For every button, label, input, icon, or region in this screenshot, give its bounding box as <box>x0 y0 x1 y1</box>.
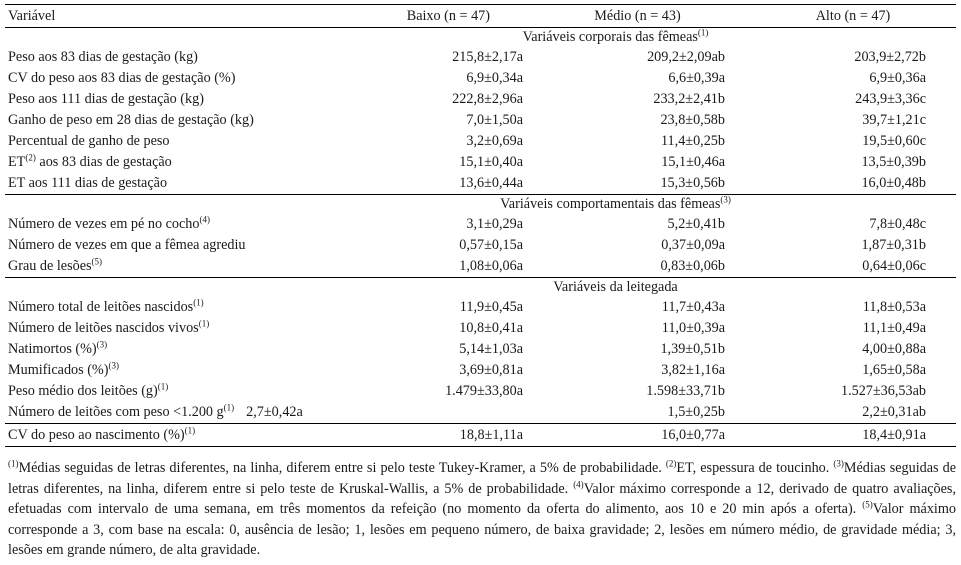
row-label: Percentual de ganho de peso <box>8 133 170 149</box>
footnote-paragraph <box>8 458 956 561</box>
cell-low: 222,8±2,96a <box>452 91 523 107</box>
header-variable: Variável <box>5 5 305 28</box>
cell-medium: 23,8±0,58b <box>660 112 725 128</box>
cell-medium: 1,39±0,51b <box>660 341 725 357</box>
row-label-sup: (5) <box>91 256 103 267</box>
cell-low: 3,2±0,69a <box>466 133 523 149</box>
table-row <box>5 235 956 256</box>
results-table <box>5 4 956 447</box>
cell-low-empty <box>305 402 535 424</box>
section-title: Variáveis da leitegada <box>553 279 678 295</box>
cell-medium: 1,5±0,25b <box>667 404 725 420</box>
row-label <box>5 318 305 339</box>
table-footnotes <box>8 458 956 561</box>
cell-low: 18,8±1,11a <box>305 424 535 447</box>
row-label-pre: ET <box>8 154 26 170</box>
section-title: Variáveis corporais das fêmeas <box>522 29 698 45</box>
cell-medium: 233,2±2,41b <box>653 91 725 107</box>
cell-low: 10,8±0,41a <box>459 320 523 336</box>
row-label-text: Grau de lesões <box>8 258 92 274</box>
cell-high: 6,9±0,36a <box>869 70 926 86</box>
table-row <box>5 131 956 152</box>
cell-low: 11,9±0,45a <box>459 299 523 315</box>
table-row <box>5 110 956 131</box>
footnote-3: Médias seguidas de letras diferentes, na linha, diferem entre si pelo teste de Kruskal-Wallis, a 5% de probabilidade. <box>8 460 956 497</box>
cell-medium: 209,2±2,09ab <box>647 49 725 65</box>
row-label-text: Número de leitões nascidos vivos <box>8 320 199 336</box>
cell-high: 1,65±0,58a <box>862 362 926 378</box>
cell-high: 11,8±0,53a <box>862 299 926 315</box>
row-label <box>5 297 305 318</box>
row-label-sup: (1) <box>184 424 196 435</box>
header-medium: Médio (n = 43) <box>535 5 750 28</box>
section-header-litter <box>5 278 956 298</box>
row-label-sup: (3) <box>108 360 119 371</box>
cell-low: 1,08±0,06a <box>459 258 523 274</box>
row-label <box>5 381 305 402</box>
cell-low: 1.479±33,80a <box>445 383 523 399</box>
header-high: Alto (n = 47) <box>750 5 956 28</box>
cell-high: 1,87±0,31b <box>861 237 926 253</box>
table-row <box>5 68 956 89</box>
cell-low: 3,1±0,29a <box>466 216 523 232</box>
cell-low: 5,14±1,03a <box>459 341 523 357</box>
table-row <box>5 360 956 381</box>
cell-medium: 11,0±0,39a <box>661 320 725 336</box>
table-row <box>5 402 956 424</box>
cell-high: 19,5±0,60c <box>862 133 926 149</box>
cell-low: 15,1±0,40a <box>459 154 523 170</box>
footnote-5-marker: (5) <box>862 499 873 510</box>
table-row <box>5 173 956 195</box>
cell-high: 39,7±1,21c <box>862 112 926 128</box>
row-label <box>5 360 305 381</box>
cell-high: 2,2±0,31ab <box>862 404 926 420</box>
row-label: Ganho de peso em 28 dias de gestação (kg) <box>8 112 254 128</box>
cell-low: 3,69±0,81a <box>459 362 523 378</box>
footnote-4: Valor máximo corresponde a 12, derivado de quatro avaliações, efetuadas com intervalo de uma semana, em três momentos da refeição (no momento da oferta do alimento, aos 10 e 20 min após a oferta). <box>8 480 957 517</box>
cell-high: 203,9±2,72b <box>854 49 926 65</box>
row-label <box>5 424 305 447</box>
row-label-sup: (2) <box>25 152 36 163</box>
row-label-text: CV do peso ao nascimento (%) <box>8 426 185 443</box>
section-header-corporal <box>5 28 956 48</box>
cell-low: 13,6±0,44a <box>459 175 523 191</box>
cell-high: 18,4±0,91a <box>750 424 956 447</box>
footnote-2-marker: (2) <box>665 458 677 469</box>
cell-medium: 11,7±0,43a <box>661 299 725 315</box>
cell-medium: 16,0±0,77a <box>535 424 750 447</box>
footnote-1-marker: (1) <box>8 458 19 469</box>
cell-medium: 11,4±0,25b <box>660 133 725 149</box>
row-label <box>5 214 305 235</box>
table-row <box>5 424 956 447</box>
footnote-4-marker: (4) <box>573 478 584 489</box>
cell-medium: 0,37±0,09a <box>661 237 725 253</box>
section-title: Variáveis comportamentais das fêmeas <box>500 196 721 212</box>
cell-high: 16,0±0,48b <box>861 175 926 191</box>
cell-high: 13,5±0,39b <box>861 154 926 170</box>
cell-medium: 5,2±0,41b <box>667 216 725 232</box>
cell-low: 0,57±0,15a <box>459 237 523 253</box>
table-row <box>5 256 956 278</box>
cell-low: 7,0±1,50a <box>466 112 523 128</box>
table-header-row <box>5 5 956 28</box>
row-label-sup: (4) <box>199 214 210 225</box>
cell-medium: 15,3±0,56b <box>660 175 725 191</box>
row-label <box>5 152 305 173</box>
cell-high: 1.527±36,53ab <box>840 383 926 399</box>
row-label-sup: (1) <box>157 381 169 392</box>
table-row <box>5 339 956 360</box>
cell-medium: 6,6±0,39a <box>668 70 725 86</box>
cell-medium: 3,82±1,16a <box>661 362 725 378</box>
row-label-post: aos 83 dias de gestação <box>35 154 172 170</box>
cell-high: 4,00±0,88a <box>862 341 926 357</box>
row-label-sup: (3) <box>96 339 108 350</box>
cell-high: 243,9±3,36c <box>855 91 926 107</box>
cell-low: 215,8±2,17a <box>452 49 523 65</box>
cell-high: 7,8±0,48c <box>869 216 926 232</box>
row-label <box>5 402 305 424</box>
row-label-sup: (1) <box>193 297 204 308</box>
section-header-behavior <box>5 195 956 215</box>
table-row <box>5 214 956 235</box>
row-label: ET aos 111 dias de gestação <box>8 175 168 191</box>
cell-medium: 1.598±33,71b <box>646 383 725 399</box>
row-label: Peso aos 83 dias de gestação (kg) <box>8 49 198 65</box>
row-label-text: Número de vezes em pé no cocho <box>8 216 200 232</box>
footnote-2: ET, espessura de toucinho. <box>676 460 834 476</box>
footnote-1: Médias seguidas de letras diferentes, na linha, diferem entre si pelo teste Tukey-Kramer, a 5% de probabilidade. <box>18 460 666 476</box>
row-label-text: Número total de leitões nascidos <box>8 299 194 315</box>
section-title-sup: (1) <box>697 27 709 38</box>
footnote-3-marker: (3) <box>833 458 844 469</box>
table-row <box>5 47 956 68</box>
row-label-sup: (1) <box>223 402 235 413</box>
cell-low: 6,9±0,34a <box>466 70 523 86</box>
row-label-text: Peso médio dos leitões (g) <box>8 383 158 399</box>
row-label-sup: (1) <box>198 318 210 329</box>
row-label-text: Natimortos (%) <box>8 341 97 357</box>
section-title-sup: (3) <box>720 194 731 205</box>
cell-high: 11,1±0,49a <box>862 320 926 336</box>
cell-medium: 0,83±0,06b <box>660 258 725 274</box>
cell-low-misplaced: 2,7±0,42a <box>246 404 303 420</box>
row-label: Número de vezes em que a fêmea agrediu <box>8 237 246 253</box>
table-row <box>5 318 956 339</box>
row-label <box>5 339 305 360</box>
table-row <box>5 152 956 173</box>
row-label-text: Número de leitões com peso <1.200 g <box>8 404 224 420</box>
footnote-5: Valor máximo corresponde a 3, com base na escala: 0, ausência de lesão; 1, lesões em pequeno número, de baixa gravidade; 2, lesões em número médio, de gravidade média; 3, lesões em grande número, de alta gravidade. <box>8 501 956 558</box>
row-label-text: Mumificados (%) <box>8 362 109 378</box>
row-label: CV do peso aos 83 dias de gestação (%) <box>8 70 236 86</box>
header-low: Baixo (n = 47) <box>305 5 535 28</box>
row-label: Peso aos 111 dias de gestação (kg) <box>8 91 204 107</box>
row-label <box>5 256 305 278</box>
table-row <box>5 381 956 402</box>
table-row <box>5 89 956 110</box>
cell-medium: 15,1±0,46a <box>661 154 725 170</box>
cell-high: 0,64±0,06c <box>862 258 926 274</box>
table-row <box>5 297 956 318</box>
